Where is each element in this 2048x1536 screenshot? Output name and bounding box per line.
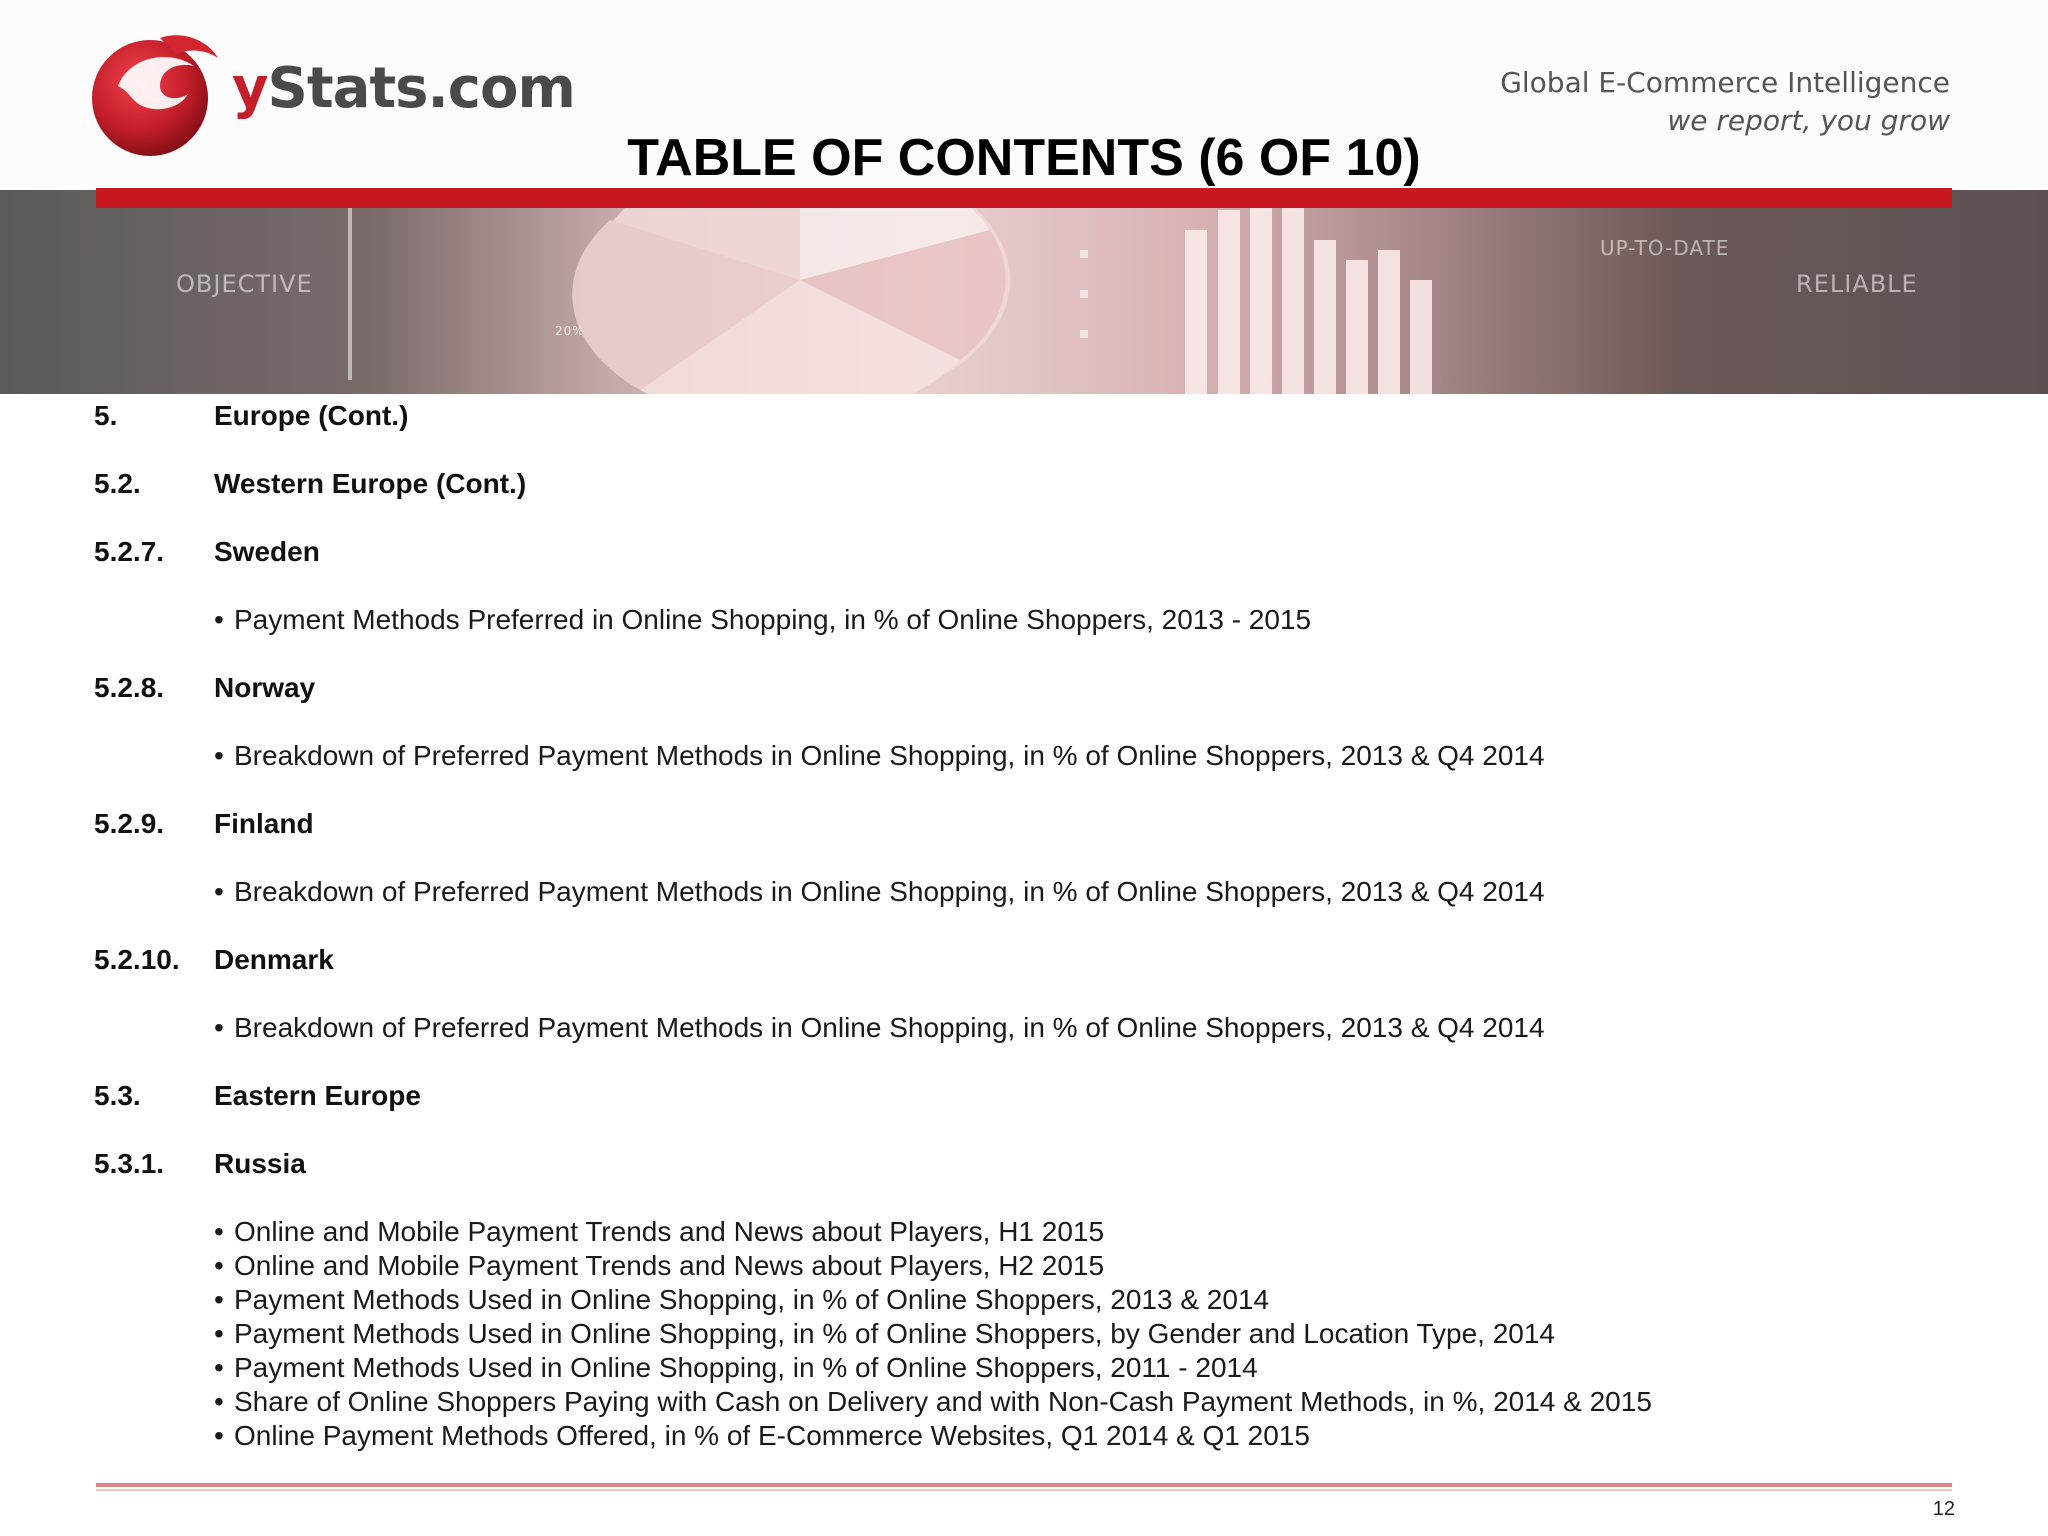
bullet-icon: • bbox=[214, 1284, 224, 1315]
toc-list-item[interactable] bbox=[214, 1352, 1258, 1384]
toc-section-number: 5.2. bbox=[94, 468, 141, 499]
bullet-icon: • bbox=[214, 876, 224, 907]
toc-list-item[interactable] bbox=[214, 1216, 1104, 1248]
toc-item-text: Payment Methods Preferred in Online Shopping, in % of Online Shoppers, 2013 - 2015 bbox=[234, 604, 1312, 635]
toc-section-number: 5.2.8. bbox=[94, 672, 165, 703]
toc-item-text: Breakdown of Preferred Payment Methods in Online Shopping, in % of Online Shoppers, 2013 & Q4 2014 bbox=[234, 1012, 1545, 1043]
bullet-icon: • bbox=[214, 1012, 224, 1043]
bullet-icon: • bbox=[214, 604, 224, 635]
banner-divider bbox=[348, 200, 352, 380]
logo-wordmark-rest: Stats.com bbox=[267, 56, 575, 121]
bullet-icon: • bbox=[214, 1250, 224, 1281]
toc-section-number: 5.2.7. bbox=[94, 536, 165, 567]
toc-list-item[interactable] bbox=[214, 876, 1545, 908]
bullet-icon: • bbox=[214, 1386, 224, 1417]
toc-list-item[interactable] bbox=[214, 1284, 1269, 1316]
logo-wordmark-y: y bbox=[232, 56, 268, 121]
toc-section-title: Sweden bbox=[214, 536, 320, 567]
toc-list-item[interactable] bbox=[214, 604, 1311, 636]
banner-dots-decoration bbox=[1080, 250, 1088, 338]
toc-section-title: Norway bbox=[214, 672, 316, 703]
tagline-line1: Global E-Commerce Intelligence bbox=[1500, 66, 1950, 99]
header-banner-image bbox=[0, 190, 2048, 394]
toc-list-item[interactable] bbox=[214, 1420, 1310, 1452]
footer-divider-light bbox=[96, 1489, 1952, 1491]
toc-section-title: Finland bbox=[214, 808, 314, 839]
toc-section-title: Denmark bbox=[214, 944, 334, 975]
toc-section-title: Western Europe (Cont.) bbox=[214, 468, 527, 499]
banner-word-reliable: RELIABLE bbox=[1796, 270, 1918, 298]
logo-wordmark bbox=[232, 56, 575, 121]
page-title: TABLE OF CONTENTS (6 OF 10) bbox=[627, 129, 1421, 187]
toc-section-title: Europe (Cont.) bbox=[214, 400, 409, 431]
banner-word-objective: OBJECTIVE bbox=[176, 270, 313, 298]
bullet-icon: • bbox=[214, 1352, 224, 1383]
toc-section-number: 5.3.1. bbox=[94, 1148, 165, 1179]
toc-list-item[interactable] bbox=[214, 740, 1545, 772]
toc-section-title: Russia bbox=[214, 1148, 306, 1179]
toc-list-item[interactable] bbox=[214, 1012, 1545, 1044]
tagline-line2: we report, you grow bbox=[1667, 104, 1950, 137]
banner-pie-decoration bbox=[572, 190, 1010, 394]
toc-section-number: 5. bbox=[94, 400, 118, 431]
toc-item-text: Online and Mobile Payment Trends and News about Players, H1 2015 bbox=[234, 1216, 1105, 1247]
toc-item-text: Breakdown of Preferred Payment Methods in Online Shopping, in % of Online Shoppers, 2013 & Q4 2014 bbox=[234, 740, 1545, 771]
banner-bars-decoration bbox=[1185, 195, 1432, 394]
toc-section-number: 5.2.9. bbox=[94, 808, 165, 839]
toc-item-text: Payment Methods Used in Online Shopping, in % of Online Shoppers, 2011 - 2014 bbox=[234, 1352, 1258, 1383]
toc-list-item[interactable] bbox=[214, 1318, 1555, 1350]
toc-item-text: Share of Online Shoppers Paying with Cash on Delivery and with Non-Cash Payment Methods, in %, 2014 & 2015 bbox=[234, 1386, 1652, 1417]
bullet-icon: • bbox=[214, 1216, 224, 1247]
banner-small-label: 20% bbox=[555, 324, 585, 338]
toc-section-number: 5.3. bbox=[94, 1080, 141, 1111]
header-red-bar bbox=[96, 188, 1952, 208]
toc-list-item[interactable] bbox=[214, 1250, 1104, 1282]
bullet-icon: • bbox=[214, 740, 224, 771]
page-number: 12 bbox=[1932, 1498, 1955, 1520]
banner-word-up-to-date: UP-TO-DATE bbox=[1600, 236, 1730, 260]
toc-item-text: Payment Methods Used in Online Shopping, in % of Online Shoppers, by Gender and Location Type, 2014 bbox=[234, 1318, 1555, 1349]
toc-list-item[interactable] bbox=[214, 1386, 1652, 1418]
toc-item-text: Breakdown of Preferred Payment Methods in Online Shopping, in % of Online Shoppers, 2013 & Q4 2014 bbox=[234, 876, 1545, 907]
footer-divider bbox=[96, 1483, 1952, 1487]
bullet-icon: • bbox=[214, 1318, 224, 1349]
toc-section-number: 5.2.10. bbox=[94, 944, 180, 975]
toc-section-title: Eastern Europe bbox=[214, 1080, 421, 1111]
toc-item-text: Payment Methods Used in Online Shopping, in % of Online Shoppers, 2013 & 2014 bbox=[234, 1284, 1270, 1315]
toc-item-text: Online and Mobile Payment Trends and News about Players, H2 2015 bbox=[234, 1250, 1105, 1281]
page-header bbox=[0, 0, 2048, 190]
bullet-icon: • bbox=[214, 1420, 224, 1451]
toc-item-text: Online Payment Methods Offered, in % of E-Commerce Websites, Q1 2014 & Q1 2015 bbox=[234, 1420, 1310, 1451]
